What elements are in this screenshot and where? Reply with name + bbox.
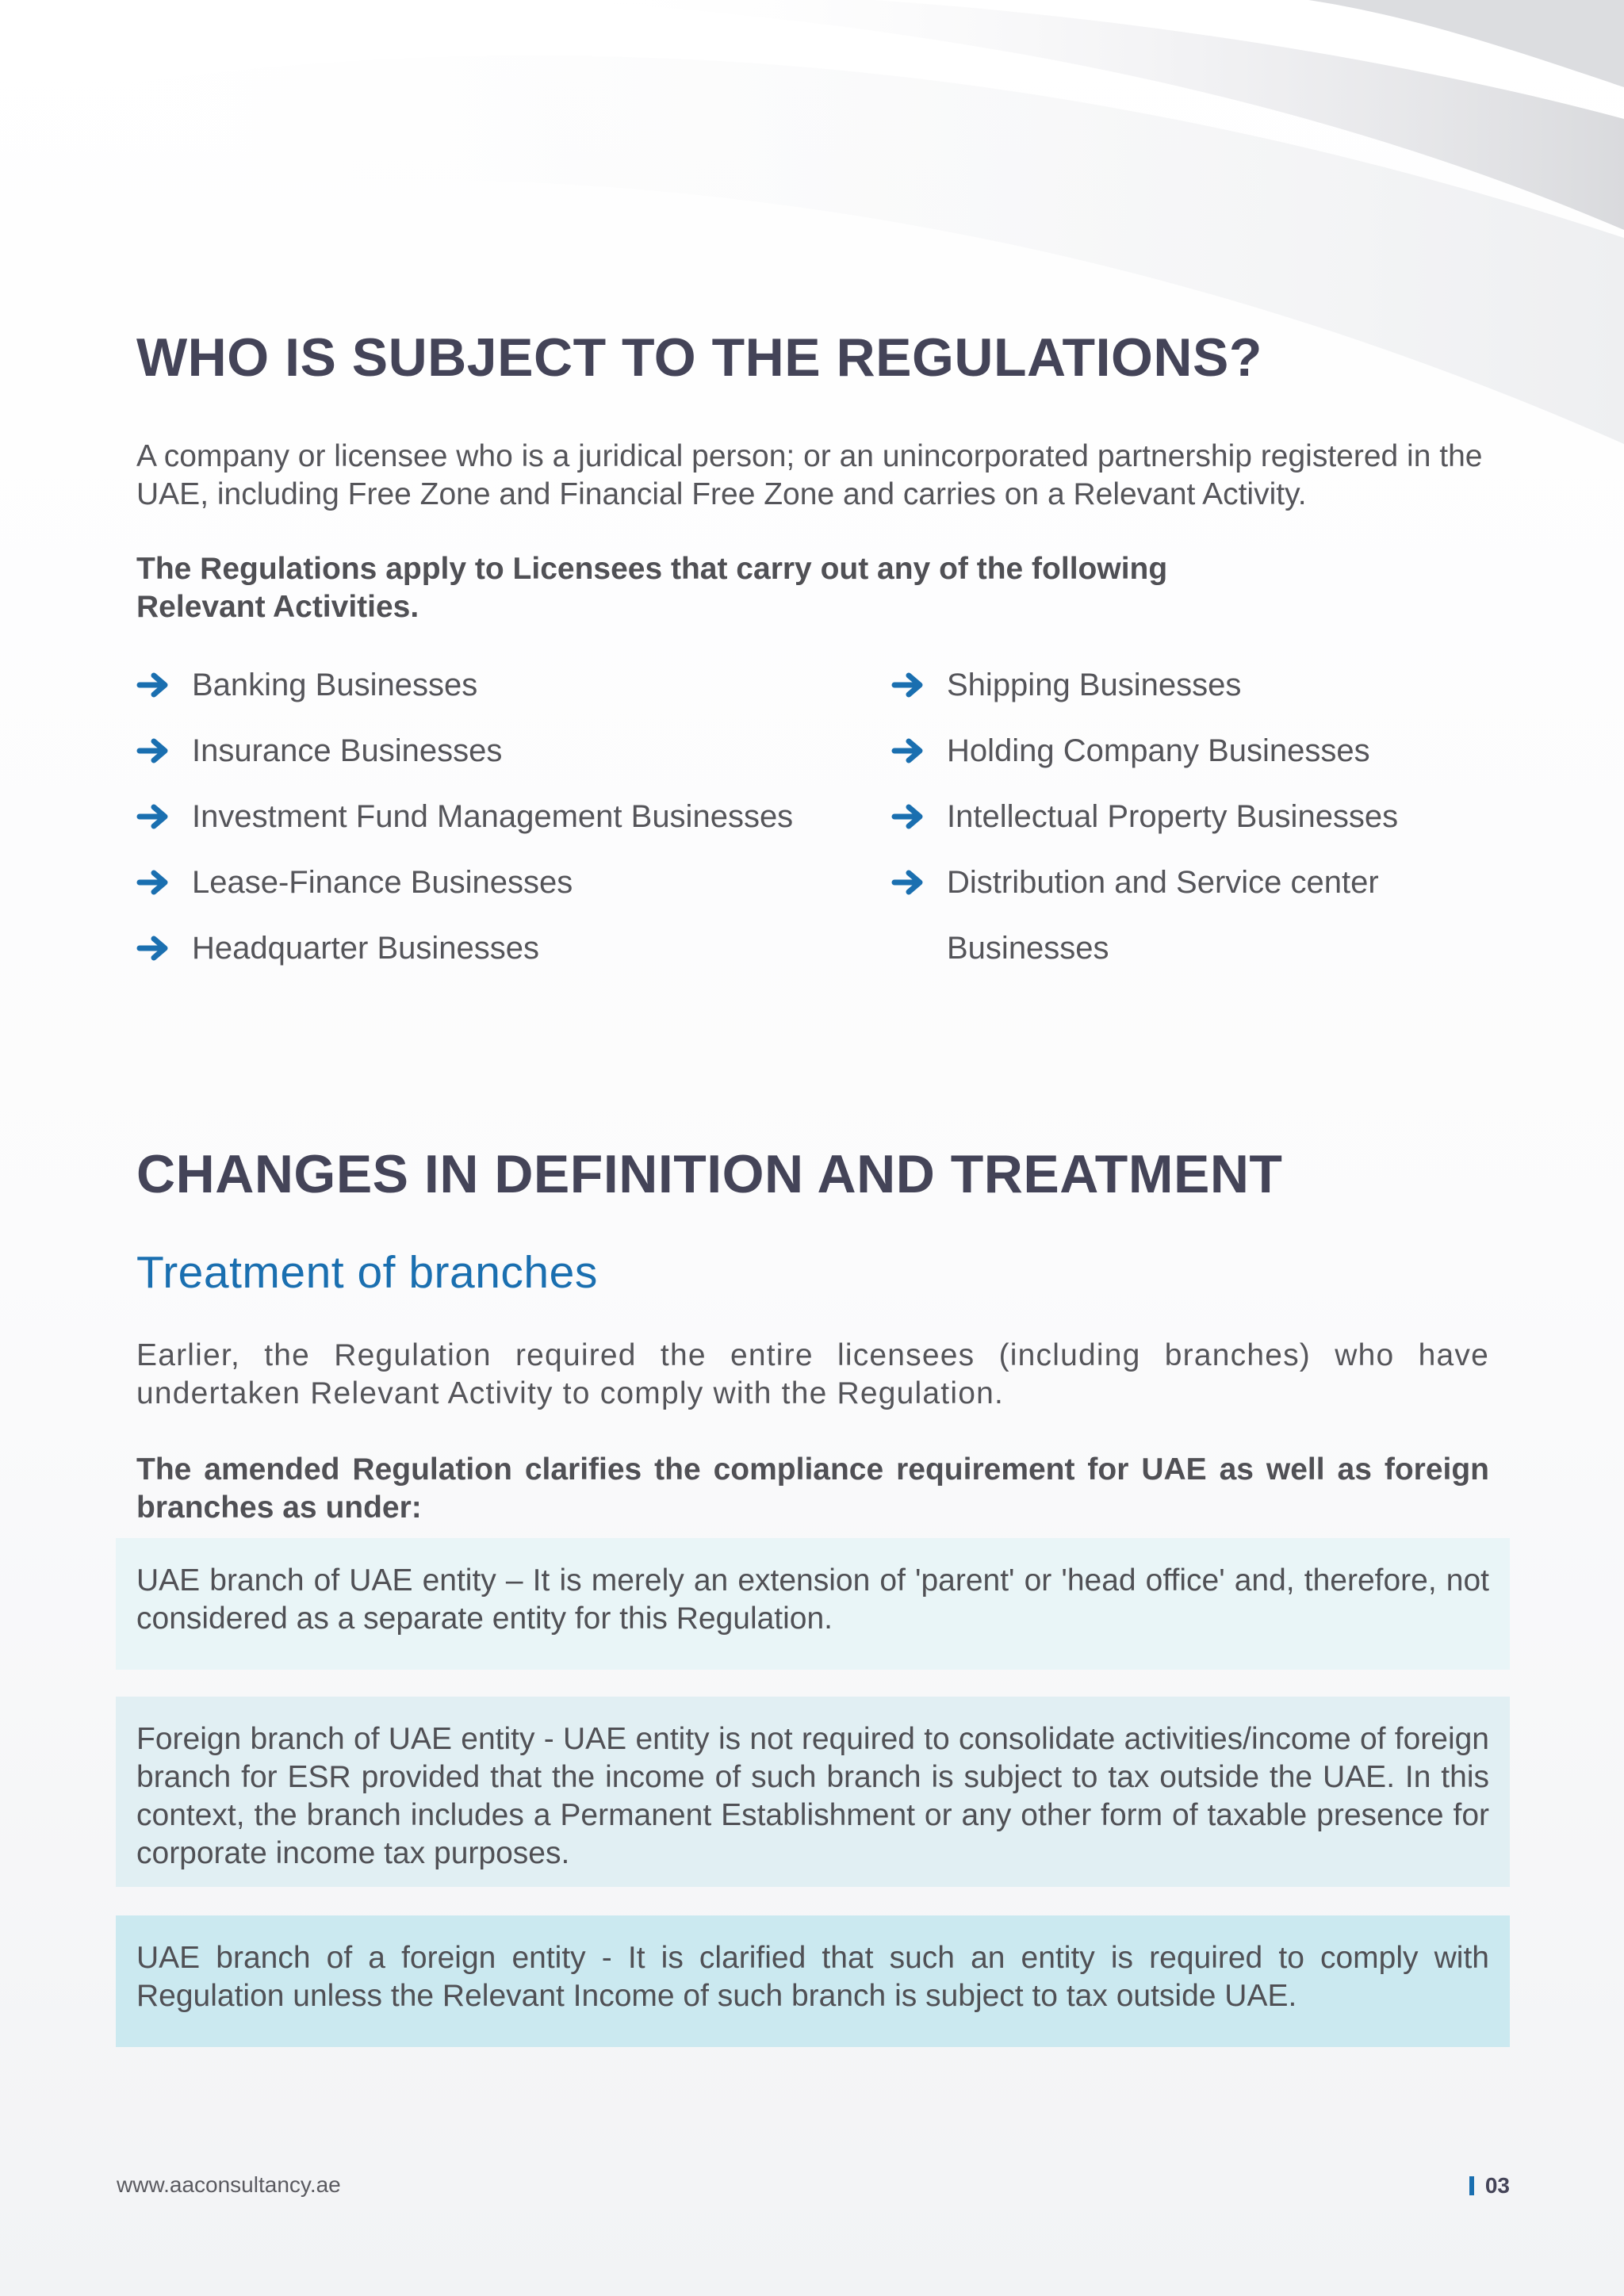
branch-box-text: UAE branch of UAE entity – It is merely an extension of 'parent' or 'head office' and, therefore, not considered as a separate entity for this Regulation. [136,1563,1489,1636]
arrow-right-icon [891,868,926,897]
list-item [891,798,1494,863]
branches-intro: Earlier, the Regulation required the entire licensees (including branches) who have undertaken Relevant Activity to comply with the Regulation. [136,1338,1489,1410]
section-title-subject: WHO IS SUBJECT TO THE REGULATIONS? [136,327,1262,388]
activities-list-left [136,666,850,995]
list-item [136,798,850,863]
branch-box-text: UAE branch of a foreign entity - It is clarified that such an entity is required to comply with Regulation unless the Relevant Income of such branch is subject to tax outside UAE. [136,1941,1489,2013]
arrow-right-icon [136,934,171,962]
branch-box-text: Foreign branch of UAE entity - UAE entity is not required to consolidate activities/income of foreign branch for ESR provided that the income of such branch is subject to tax outside the UAE. In this context, the branch includes a Permanent Establishment or any other form of taxable presence for corporate income tax purposes. [136,1722,1489,1870]
arrow-right-icon [136,737,171,765]
branches-lead: The amended Regulation clarifies the compliance requirement for UAE as well as foreign branches as under: [136,1452,1489,1525]
activity-label: Distribution and Service center [947,865,1379,900]
page-number-accent-bar [1469,2176,1474,2195]
activity-label: Shipping Businesses [947,668,1242,702]
arrow-right-icon [891,802,926,831]
activity-label: Intellectual Property Businesses [947,799,1399,834]
activity-label: Insurance Businesses [192,733,503,768]
activity-label: Banking Businesses [192,668,478,702]
arrow-right-icon [891,671,926,699]
activity-label: Lease-Finance Businesses [192,865,573,900]
activity-label: Investment Fund Management Businesses [192,799,794,834]
list-item-continuation [891,929,1494,995]
list-item [136,666,850,732]
branch-info-box-uae-of-foreign [116,1915,1510,2047]
arrow-right-icon [136,802,171,831]
intro-paragraph: A company or licensee who is a juridical person; or an unincorporated partnership registered in the UAE, including Free Zone and Financial Free Zone and carries on a Relevant Activity. [136,439,1483,511]
activity-label: Businesses [947,931,1109,966]
branch-info-box-uae-of-uae [116,1538,1510,1670]
page-number-text: 03 [1484,2173,1510,2198]
list-item [891,666,1494,732]
list-item [891,732,1494,798]
activity-label: Holding Company Businesses [947,733,1370,768]
footer-website: www.aaconsultancy.ae [117,2172,341,2197]
activity-label: Headquarter Businesses [192,931,540,966]
branch-info-box-foreign-of-uae [116,1697,1510,1887]
activities-lead: The Regulations apply to Licensees that carry out any of the following Relevant Activities. [136,552,1168,624]
arrow-right-icon [891,737,926,765]
list-item [891,863,1494,929]
list-item [136,732,850,798]
subsection-title-branches: Treatment of branches [136,1247,598,1298]
activities-list-right [891,666,1494,995]
decorative-swoosh-background [0,0,1624,476]
list-item [136,863,850,929]
page-number [1469,2173,1510,2198]
arrow-right-icon [136,868,171,897]
arrow-right-icon [136,671,171,699]
list-item [136,929,850,995]
section-title-changes: CHANGES IN DEFINITION AND TREATMENT [136,1144,1283,1204]
